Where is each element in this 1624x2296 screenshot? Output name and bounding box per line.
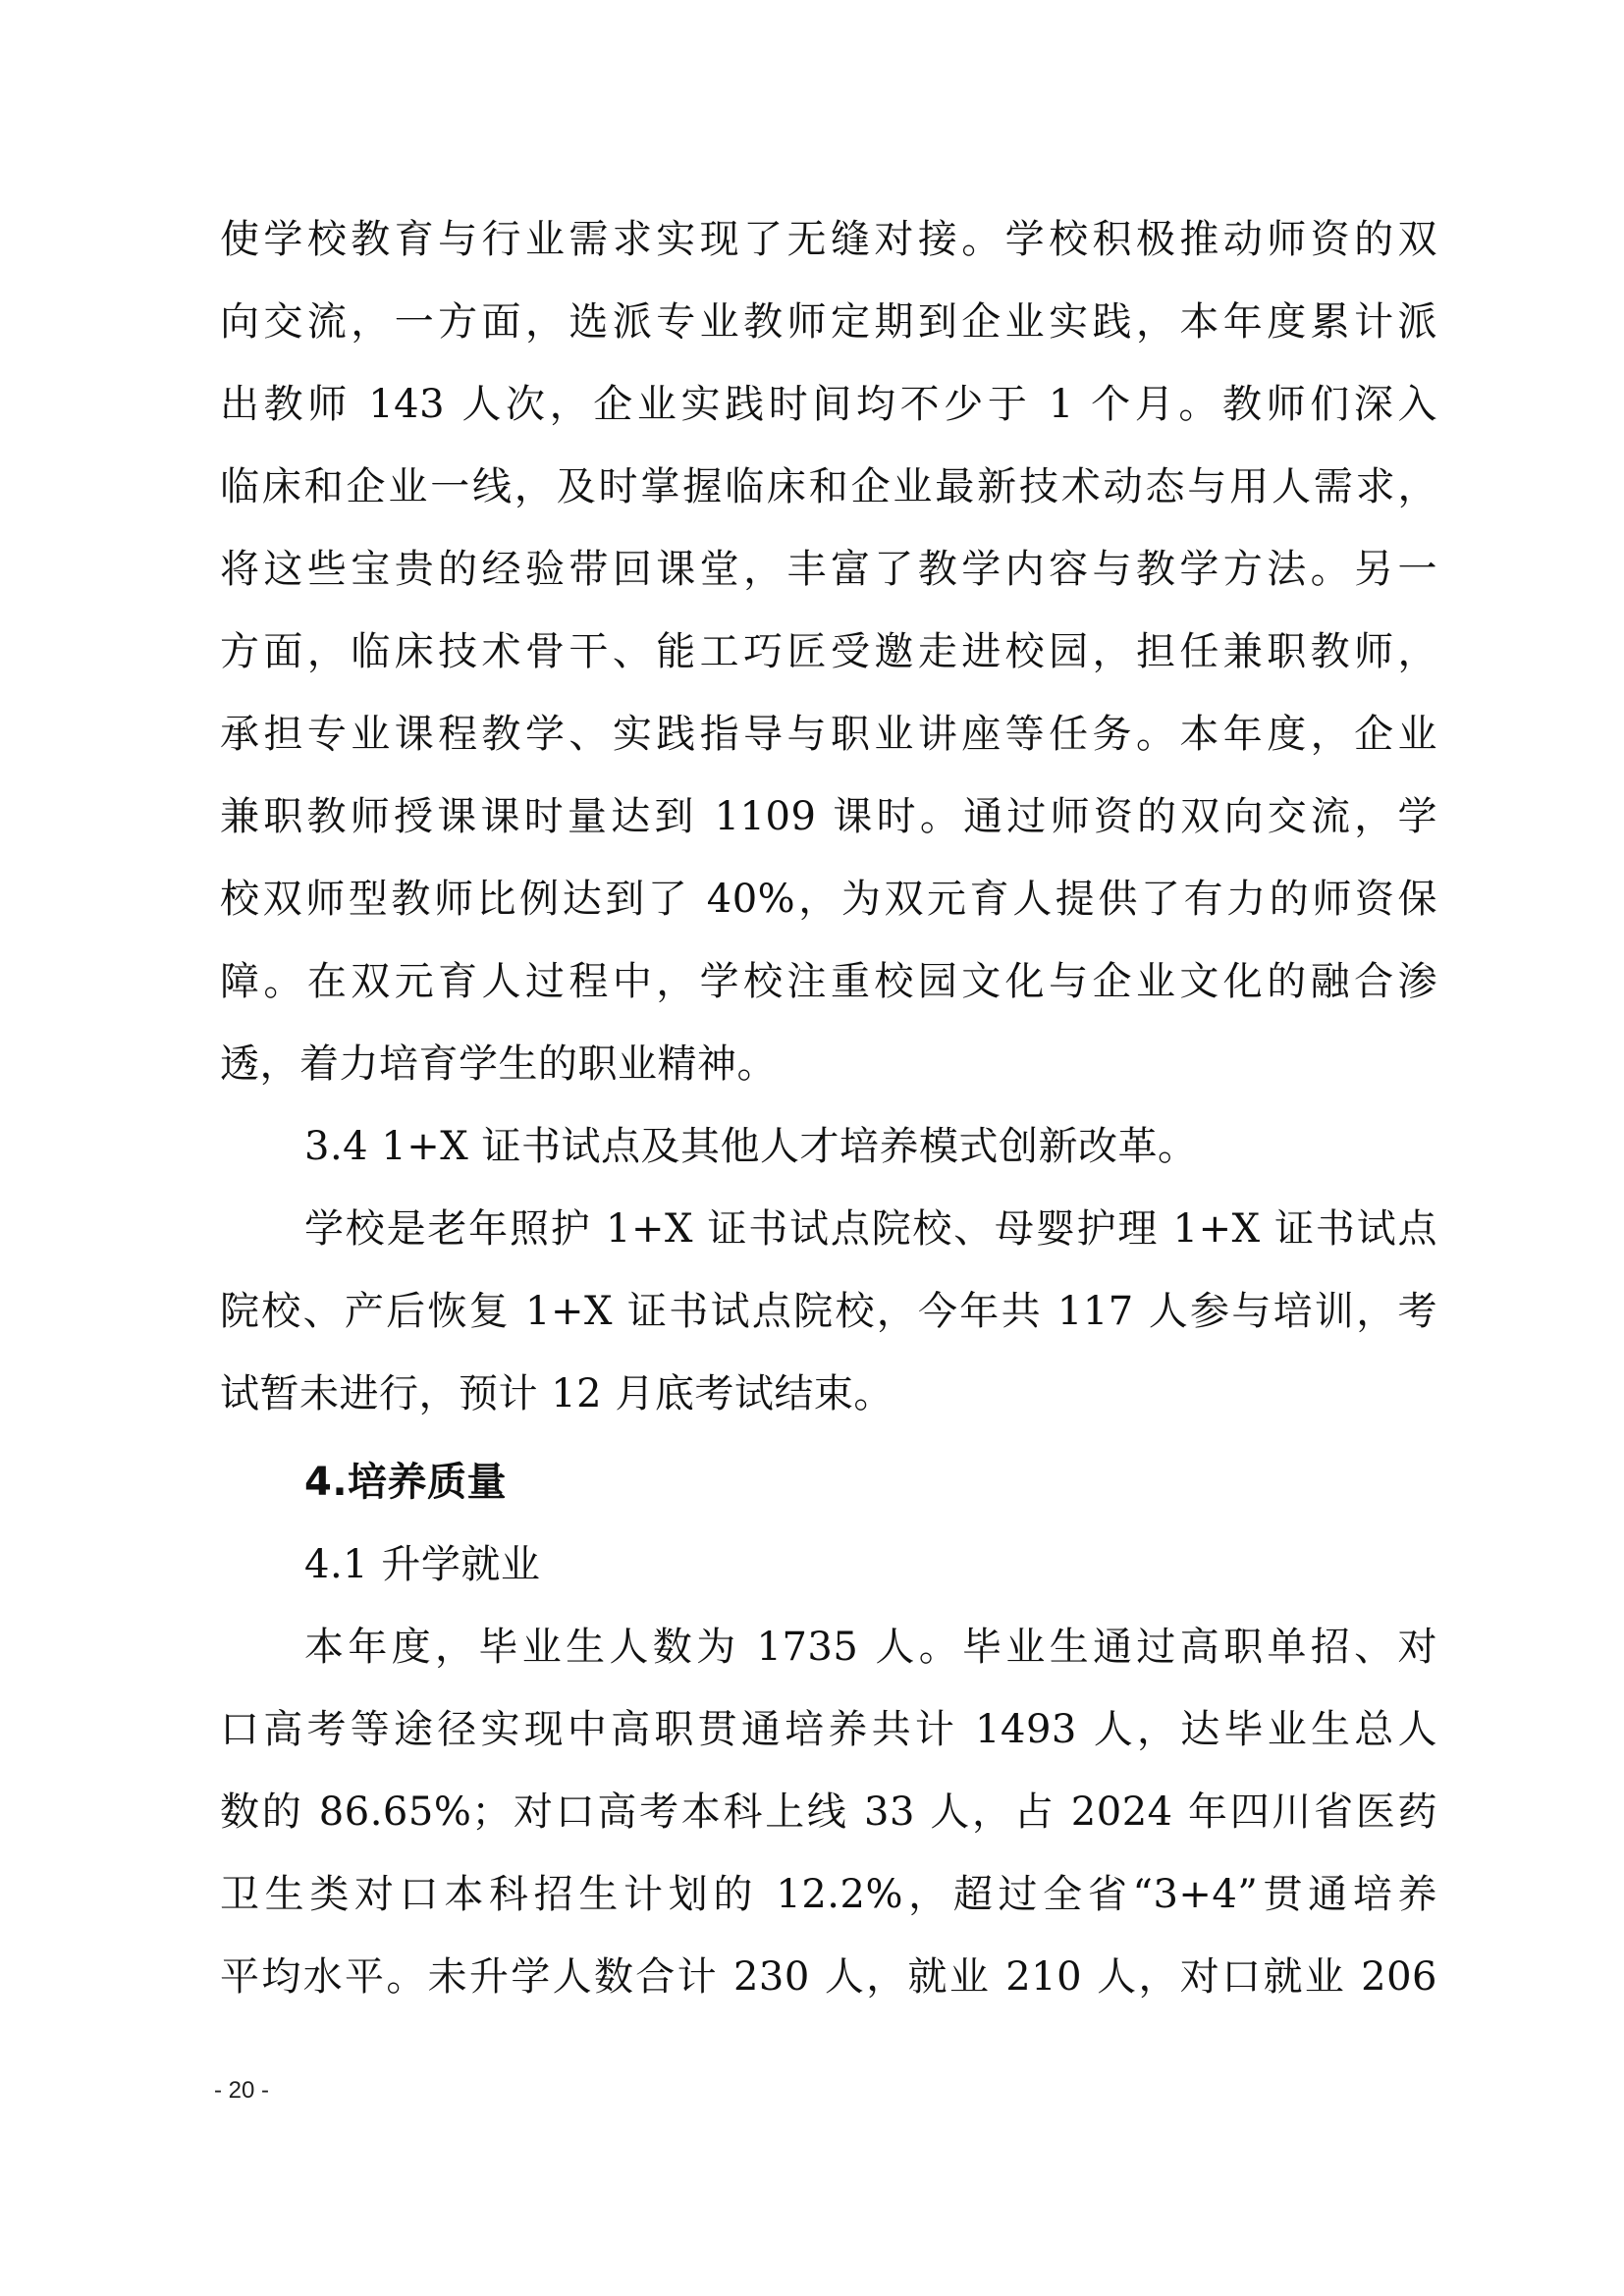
paragraph-line: 口高考等途径实现中高职贯通培养共计 1493 人，达毕业生总人 <box>220 1707 1437 1752</box>
paragraph-line: 向交流，一方面，选派专业教师定期到企业实践，本年度累计派 <box>220 299 1437 345</box>
paragraph-line: 校双师型教师比例达到了 40%，为双元育人提供了有力的师资保 <box>220 877 1437 922</box>
paragraph-line: 出教师 143 人次，企业实践时间均不少于 1 个月。教师们深入 <box>220 382 1437 427</box>
paragraph-line: 临床和企业一线，及时掌握临床和企业最新技术动态与用人需求， <box>220 464 1437 509</box>
paragraph-line: 使学校教育与行业需求实现了无缝对接。学校积极推动师资的双 <box>220 217 1437 262</box>
paragraph-line: 本年度，毕业生人数为 1735 人。毕业生通过高职单招、对 <box>304 1625 1437 1670</box>
paragraph-line: 学校是老年照护 1+X 证书试点院校、母婴护理 1+X 证书试点 <box>304 1206 1437 1252</box>
paragraph-line: 数的 86.65%；对口高考本科上线 33 人，占 2024 年四川省医药 <box>220 1789 1437 1835</box>
paragraph-line: 承担专业课程教学、实践指导与职业讲座等任务。本年度，企业 <box>220 712 1437 757</box>
paragraph-line: 卫生类对口本科招生计划的 12.2%，超过全省“3+4”贯通培养 <box>220 1872 1437 1917</box>
paragraph-line: 试暂未进行，预计 12 月底考试结束。 <box>220 1371 893 1416</box>
paragraph-line: 透，着力培育学生的职业精神。 <box>220 1041 777 1087</box>
paragraph-line: 障。在双元育人过程中，学校注重校园文化与企业文化的融合渗 <box>220 959 1437 1004</box>
page-number: - 20 - <box>214 2077 270 2104</box>
paragraph-line: 方面，临床技术骨干、能工巧匠受邀走进校园，担任兼职教师， <box>220 629 1437 674</box>
paragraph-line: 平均水平。未升学人数合计 230 人，就业 210 人，对口就业 206 <box>220 1954 1437 2000</box>
section-heading-4-1: 4.1 升学就业 <box>304 1542 541 1587</box>
section-heading-4: 4.培养质量 <box>304 1460 508 1505</box>
paragraph-line: 院校、产后恢复 1+X 证书试点院校，今年共 117 人参与培训，考 <box>220 1289 1437 1334</box>
paragraph-line: 兼职教师授课课时量达到 1109 课时。通过师资的双向交流，学 <box>220 794 1437 839</box>
paragraph-line: 将这些宝贵的经验带回课堂，丰富了教学内容与教学方法。另一 <box>220 547 1437 592</box>
section-heading-3-4: 3.4 1+X 证书试点及其他人才培养模式创新改革。 <box>304 1124 1198 1169</box>
